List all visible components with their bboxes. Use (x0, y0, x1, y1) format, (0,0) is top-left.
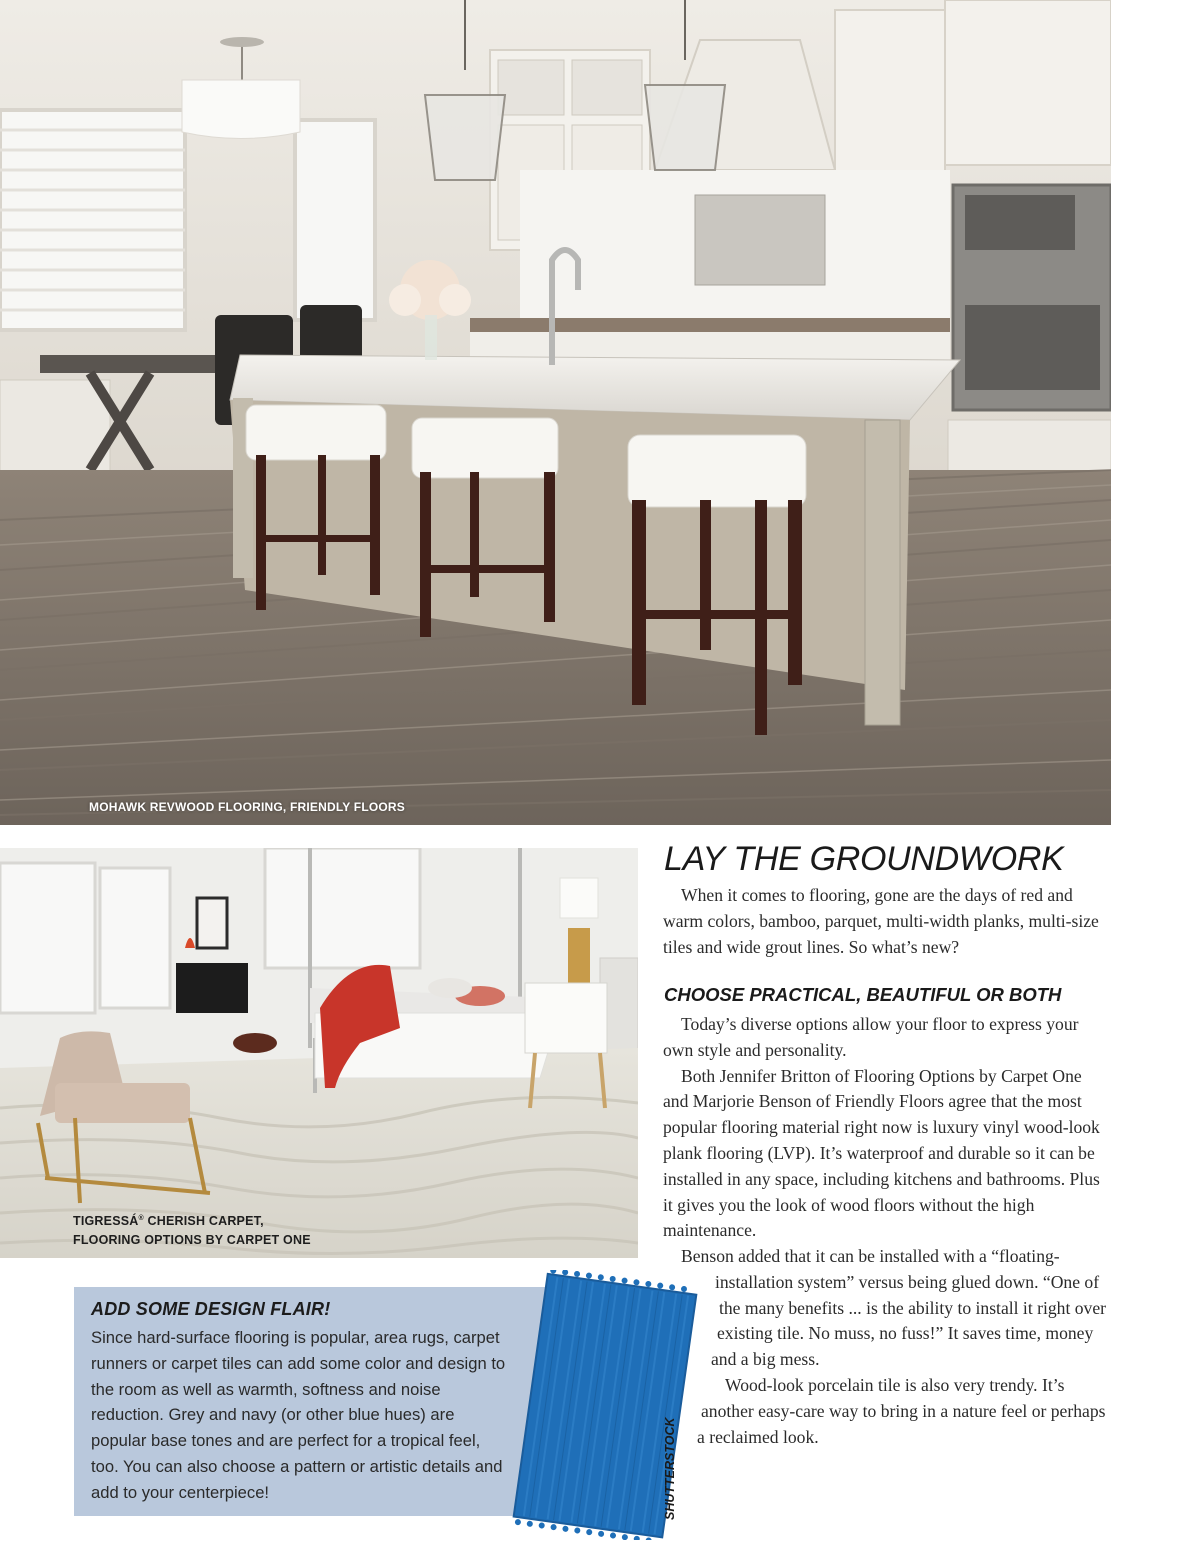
article-line: Benson added that it can be installed with a “floating- (681, 1246, 1060, 1266)
photo-credit: SHUTTERSTOCK (663, 1417, 677, 1520)
article-subhead: CHOOSE PRACTICAL, BEAUTIFUL OR BOTH (664, 984, 1062, 1005)
bedroom-caption-line1: CHERISH CARPET, (143, 1214, 264, 1228)
article-paragraph: Today’s diverse options allow your floor to express your own style and personality. (663, 1014, 1079, 1060)
kitchen-illustration (0, 0, 1111, 825)
article-line: a reclaimed look. (697, 1426, 819, 1447)
article-intro: When it comes to flooring, gone are the days of red and warm colors, bamboo, parquet, multi-width planks, multi-size tiles and wide grout lines. So what’s new? (663, 885, 1099, 957)
article-line: and a big mess. (711, 1349, 820, 1370)
article-headline: LAY THE GROUNDWORK (664, 840, 1064, 878)
article-body (663, 1012, 1111, 1244)
article-line: installation system” versus being glued down. “One of (715, 1271, 1100, 1292)
article-line: existing tile. No muss, no fuss!” It saves time, money (717, 1323, 1094, 1344)
bedroom-photo-caption (73, 1212, 311, 1251)
registered-mark: ® (138, 1214, 144, 1222)
bedroom-caption-line2: FLOORING OPTIONS BY CARPET ONE (73, 1233, 311, 1248)
sidebar-text: Since hard-surface flooring is popular, area rugs, carpet runners or carpet tiles can add some color and design to the room as well as warmth, softness and noise reduction. Grey and navy (or other blue hues) are popular base tones and are perfect for a tropical feel, too. You can also choose a pattern or artistic details and add to your centerpiece! (91, 1328, 506, 1502)
bedroom-caption-brand: TIGRESSÁ (73, 1214, 139, 1228)
article-paragraph: Both Jennifer Britton of Flooring Options by Carpet One and Marjorie Benson of Friendly Floors agree that the most popular flooring material right now is luxury vinyl wood-look plank flooring (LVP). It’s waterproof and durable so it can be installed in any space, including kitchens and bathrooms. Plus it gives you the look of wood floors without the high maintenance. (663, 1065, 1100, 1241)
sidebar-title: ADD SOME DESIGN FLAIR! (91, 1299, 331, 1319)
bedroom-photo (0, 848, 638, 1258)
kitchen-photo-caption: MOHAWK REVWOOD FLOORING, FRIENDLY FLOORS (89, 800, 406, 814)
article-line: the many benefits ... is the ability to install it right over (719, 1297, 1106, 1318)
bedroom-illustration (0, 848, 638, 1258)
article-wrapped-text (663, 1244, 1111, 1450)
kitchen-photo (0, 0, 1111, 825)
article-line: Wood-look porcelain tile is also very trendy. It’s (725, 1374, 1065, 1395)
article-line: another easy-care way to bring in a nature feel or perhaps (701, 1400, 1106, 1421)
